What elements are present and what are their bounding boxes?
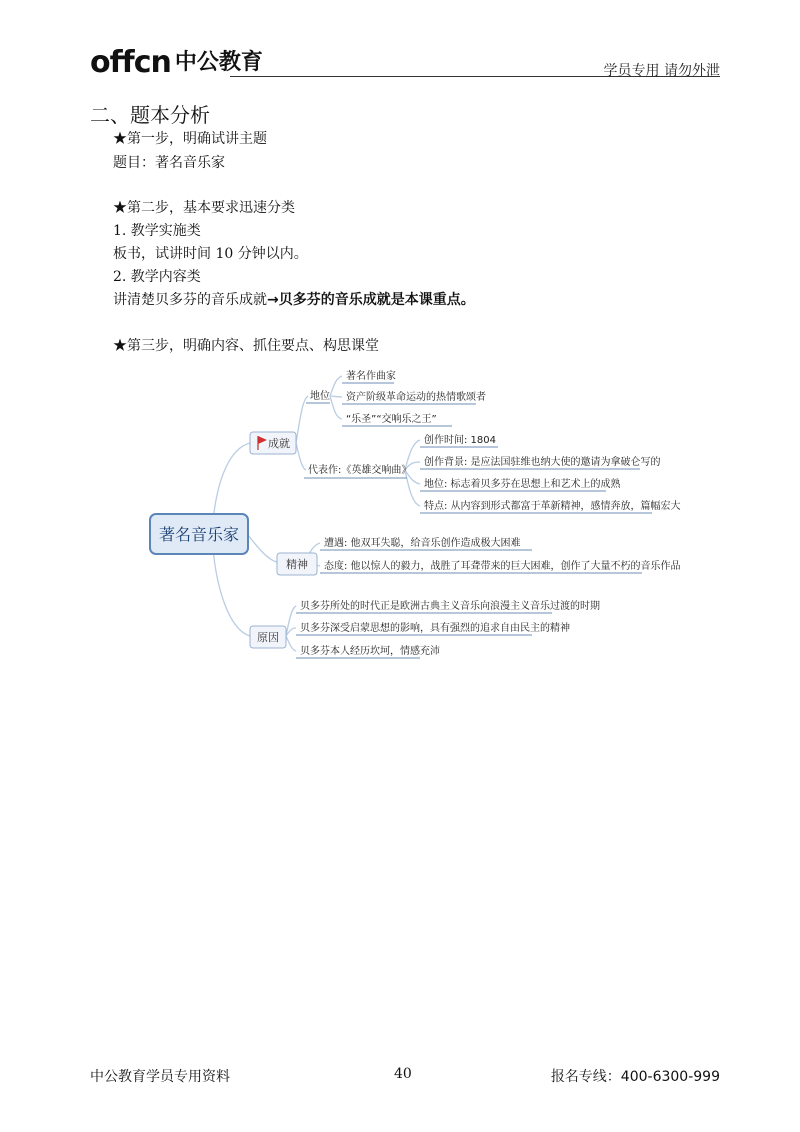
- reason-items: [296, 599, 600, 658]
- branch-reason-label: 原因: [257, 631, 279, 644]
- work-item: 创作背景: 是应法国驻维也纳大使的邀请为拿破仑写的: [424, 457, 661, 468]
- branch-achievement-label: 成就: [268, 437, 290, 450]
- work-item: 地位: 标志着贝多芬在思想上和艺术上的成熟: [424, 479, 621, 490]
- logo-cn: 中公教育: [174, 50, 263, 75]
- position-label: 地位: [310, 391, 330, 402]
- footer-hotline: 报名专线：400-6300-999: [550, 1069, 720, 1085]
- branch-spirit: [277, 553, 317, 575]
- position-item: 资产阶级革命运动的热情歌颂者: [346, 392, 486, 403]
- footer-left: 中公教育学员专用资料: [90, 1069, 230, 1085]
- logo-latin: offcn: [90, 45, 171, 80]
- spirit-item: 遭遇: 他双耳失聪，给音乐创作造成极大困难: [324, 538, 521, 549]
- position-item: “乐圣”“交响乐之王”: [346, 414, 437, 425]
- header-tagline: 学员专用 请勿外泄: [603, 63, 720, 79]
- step-three: ★第三步，明确内容、抓住要点、构思课堂: [113, 338, 379, 354]
- page-footer: [90, 1066, 720, 1086]
- branch-achievement: [250, 432, 296, 454]
- page-number: 40: [394, 1066, 412, 1082]
- position-node: [306, 389, 330, 403]
- reason-item: 贝多芬本人经历坎坷，情感充沛: [300, 646, 440, 657]
- reason-item: 贝多芬所处的时代正是欧洲古典主义音乐向浪漫主义音乐过渡的时期: [300, 601, 600, 612]
- work-label: 代表作:《英雄交响曲》: [308, 465, 412, 476]
- reason-item: 贝多芬深受启蒙思想的影响，具有强烈的追求自由民主的精神: [300, 623, 570, 634]
- branch-reason: [250, 626, 286, 648]
- section-title: 二、题本分析: [90, 103, 210, 127]
- topic-line: 题目：著名音乐家: [113, 155, 225, 171]
- position-item: 著名作曲家: [346, 371, 396, 382]
- step-one: ★第一步，明确试讲主题: [113, 131, 267, 147]
- category-two: 2. 教学内容类: [113, 269, 201, 285]
- work-item: 特点: 从内容到形式都富于革新精神，感情奔放，篇幅宏大: [424, 501, 681, 512]
- center-node: [150, 514, 248, 554]
- content-key-point: →贝多芬的音乐成就是本课重点。: [267, 292, 475, 308]
- position-items: [342, 369, 486, 426]
- spirit-items: [320, 536, 681, 573]
- work-item: 创作时间: 1804: [424, 435, 496, 446]
- work-items: [420, 433, 681, 513]
- branch-spirit-label: 精神: [286, 558, 308, 571]
- board-time-line: 板书，试讲时间 10 分钟以内。: [113, 246, 308, 262]
- center-label: 著名音乐家: [158, 525, 240, 544]
- content-prefix: 讲清楚贝多芬的音乐成就: [113, 292, 267, 308]
- category-one: 1. 教学实施类: [113, 223, 201, 239]
- spirit-item: 态度: 他以惊人的毅力，战胜了耳聋带来的巨大困难，创作了大量不朽的音乐作品: [324, 561, 681, 572]
- work-node: [304, 463, 411, 478]
- step-two: ★第二步，基本要求迅速分类: [113, 200, 295, 216]
